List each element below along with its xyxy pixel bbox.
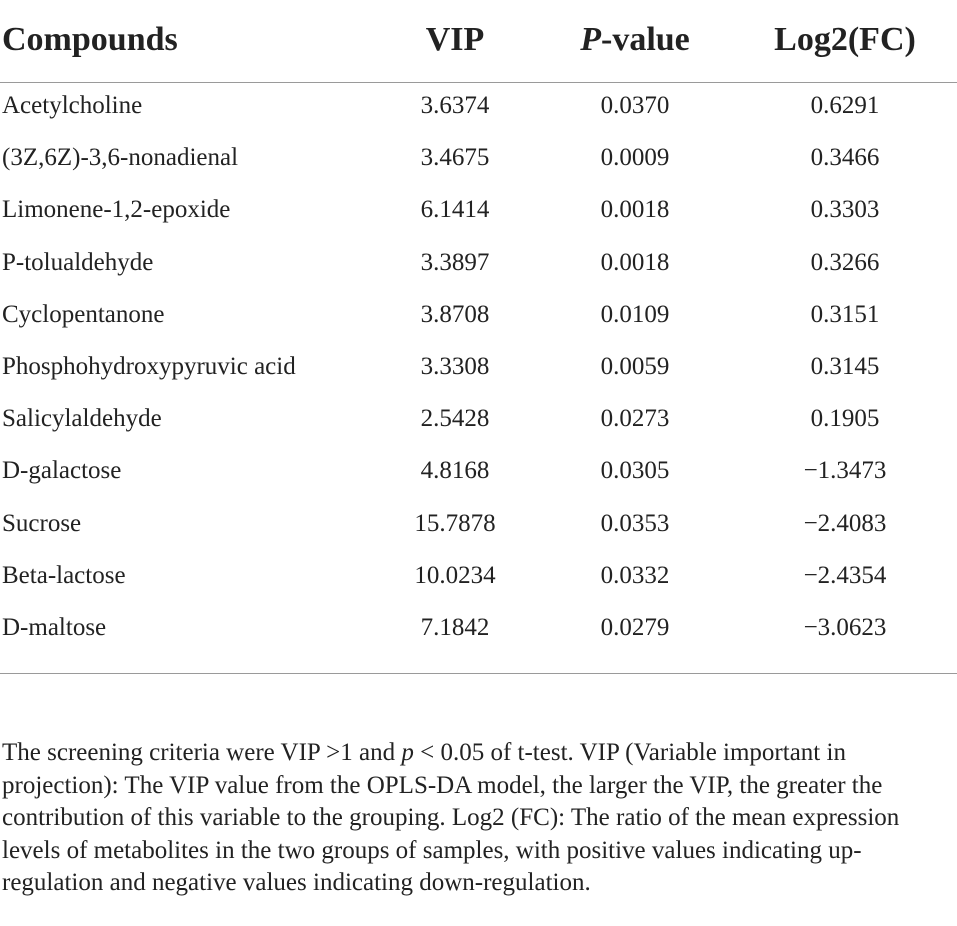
table-body bbox=[0, 83, 957, 657]
header-log2fc: Log2(FC) bbox=[774, 21, 916, 58]
table-row bbox=[0, 553, 957, 605]
cell-vip: 15.7878 bbox=[414, 509, 496, 537]
cell-compound: D-maltose bbox=[2, 613, 107, 641]
cell-vip: 3.8708 bbox=[420, 300, 490, 328]
footnote-part1: The screening criteria were VIP >1 and bbox=[2, 739, 402, 766]
cell-vip: 7.1842 bbox=[420, 613, 490, 641]
header-vip: VIP bbox=[425, 21, 485, 58]
cell-compound: Phosphohydroxypyruvic acid bbox=[2, 352, 296, 380]
table-row bbox=[0, 344, 957, 396]
cell-vip: 3.6374 bbox=[420, 92, 490, 119]
cell-pvalue: 0.0018 bbox=[600, 196, 670, 224]
cell-pvalue: 0.0009 bbox=[600, 144, 670, 172]
cell-compound: P-tolualdehyde bbox=[2, 248, 154, 276]
cell-pvalue: 0.0305 bbox=[600, 457, 670, 485]
cell-vip: 3.4675 bbox=[420, 144, 490, 172]
cell-vip: 10.0234 bbox=[414, 561, 496, 589]
cell-compound: Beta-lactose bbox=[2, 561, 126, 589]
cell-compound: Limonene-1,2-epoxide bbox=[2, 196, 231, 224]
cell-compound: Cyclopentanone bbox=[2, 300, 165, 328]
header-compounds: Compounds bbox=[2, 21, 178, 58]
cell-log2fc: 0.3266 bbox=[810, 248, 880, 276]
footnote-part2: < 0.05 of t-test. VIP (Variable important in projection): The VIP value from the OPLS-DA model, the larger the VIP, the greater the contribution of this variable to the grouping. Log2 (FC): The ratio of the mean expression levels of metabolites in the two groups of samples, with positive values indicating up-regulation and negative values indicating down-regulation. bbox=[2, 739, 900, 896]
table-footnote bbox=[2, 737, 954, 900]
cell-log2fc: 0.3151 bbox=[810, 300, 880, 328]
table-header-row bbox=[0, 0, 957, 83]
cell-log2fc: −1.3473 bbox=[803, 457, 887, 485]
table-row bbox=[0, 240, 957, 292]
table-row bbox=[0, 448, 957, 500]
table-row bbox=[0, 605, 957, 657]
cell-compound: (3Z,6Z)-3,6-nonadienal bbox=[2, 144, 239, 172]
cell-pvalue: 0.0332 bbox=[600, 561, 670, 589]
table-row bbox=[0, 187, 957, 239]
cell-log2fc: 0.3303 bbox=[810, 196, 880, 224]
cell-compound: Salicylaldehyde bbox=[2, 405, 162, 433]
cell-vip: 3.3308 bbox=[420, 352, 490, 380]
footnote-p-italic: p bbox=[401, 739, 414, 766]
cell-vip: 3.3897 bbox=[420, 248, 490, 276]
table-row bbox=[0, 292, 957, 344]
cell-compound: D-galactose bbox=[2, 457, 122, 485]
header-pvalue-rest: -value bbox=[601, 21, 690, 58]
cell-log2fc: 0.6291 bbox=[810, 92, 880, 119]
cell-vip: 4.8168 bbox=[420, 457, 490, 485]
cell-vip: 6.1414 bbox=[420, 196, 490, 224]
table-row bbox=[0, 83, 957, 135]
cell-log2fc: −3.0623 bbox=[803, 613, 887, 641]
cell-log2fc: −2.4354 bbox=[803, 561, 887, 589]
cell-pvalue: 0.0279 bbox=[600, 613, 670, 641]
header-pvalue-italic: P bbox=[580, 21, 601, 58]
header-pvalue bbox=[560, 20, 710, 60]
cell-vip: 2.5428 bbox=[420, 405, 490, 433]
table-row bbox=[0, 135, 957, 187]
table-row bbox=[0, 501, 957, 553]
cell-pvalue: 0.0059 bbox=[600, 352, 670, 380]
cell-log2fc: 0.1905 bbox=[810, 405, 880, 433]
cell-pvalue: 0.0018 bbox=[600, 248, 670, 276]
cell-log2fc: 0.3145 bbox=[810, 352, 880, 380]
cell-compound: Acetylcholine bbox=[2, 92, 143, 119]
cell-compound: Sucrose bbox=[2, 509, 82, 537]
cell-pvalue: 0.0353 bbox=[600, 509, 670, 537]
cell-pvalue: 0.0109 bbox=[600, 300, 670, 328]
table-bottom-rule bbox=[0, 673, 957, 674]
cell-log2fc: −2.4083 bbox=[803, 509, 887, 537]
cell-log2fc: 0.3466 bbox=[810, 144, 880, 172]
cell-pvalue: 0.0273 bbox=[600, 405, 670, 433]
cell-pvalue: 0.0370 bbox=[600, 92, 670, 119]
table-row bbox=[0, 396, 957, 448]
